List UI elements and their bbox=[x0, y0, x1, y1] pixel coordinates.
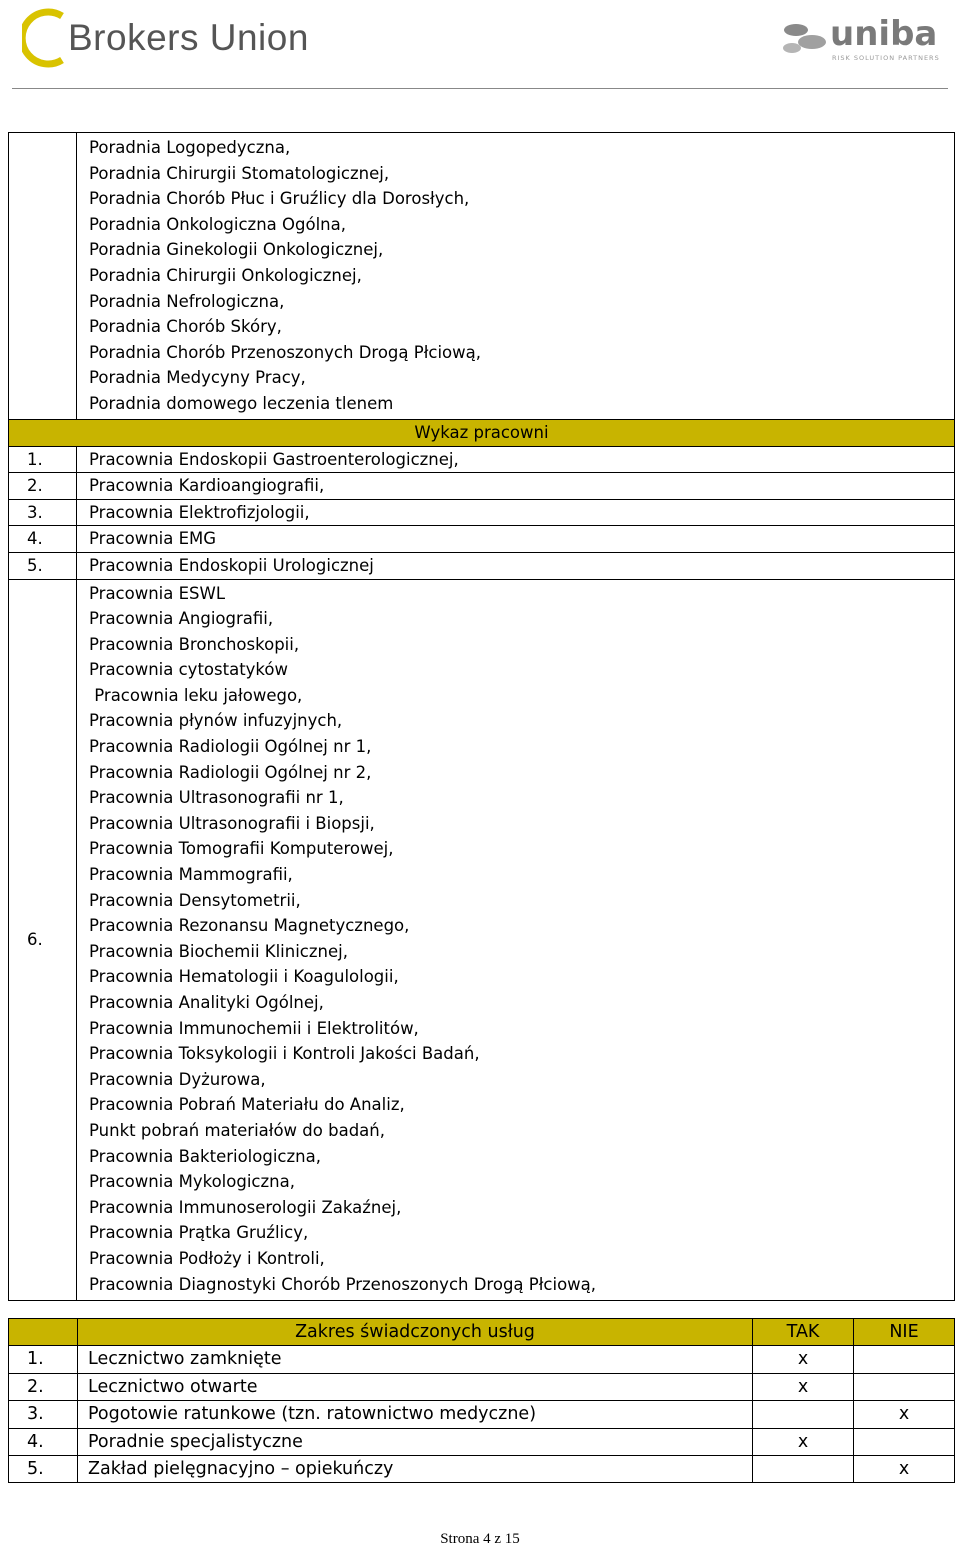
clinic-item: Poradnia Chorób Płuc i Gruźlicy dla Dorosłych, bbox=[89, 189, 470, 209]
lab-group-item: Pracownia Rezonansu Magnetycznego, bbox=[89, 916, 410, 936]
service-row bbox=[9, 1346, 955, 1373]
service-number: 3. bbox=[9, 1401, 78, 1428]
lab-row bbox=[9, 473, 955, 500]
lab-number: 1. bbox=[9, 446, 77, 473]
services-header-no: NIE bbox=[854, 1319, 955, 1346]
service-name: Pogotowie ratunkowe (tzn. ratownictwo medyczne) bbox=[78, 1401, 753, 1428]
service-row bbox=[9, 1401, 955, 1428]
lab-name: Pracownia Elektrofizjologii, bbox=[77, 499, 955, 526]
lab-group-item: Pracownia ESWL bbox=[89, 583, 226, 603]
lab-group-item: Pracownia Dyżurowa, bbox=[89, 1069, 266, 1089]
clinics-labs-table bbox=[8, 132, 955, 1301]
lab-group-item: Pracownia Mammografii, bbox=[89, 865, 293, 885]
services-header-title: Zakres świadczonych usług bbox=[78, 1319, 753, 1346]
lab-group-item: Pracownia Immunochemii i Elektrolitów, bbox=[89, 1018, 419, 1038]
lab-name: Pracownia Endoskopii Urologicznej bbox=[77, 552, 955, 579]
lab-name: Pracownia Endoskopii Gastroenterologicznej, bbox=[77, 446, 955, 473]
service-name: Lecznictwo otwarte bbox=[78, 1373, 753, 1400]
uniba-logo-tagline: RISK SOLUTION PARTNERS bbox=[832, 54, 940, 62]
service-yes-mark bbox=[753, 1456, 854, 1483]
uniba-logo bbox=[782, 14, 942, 64]
lab-group-item: Pracownia cytostatyków bbox=[89, 660, 288, 680]
clinic-item: Poradnia Onkologiczna Ogólna, bbox=[89, 214, 346, 234]
clinic-item: Poradnia Medycyny Pracy, bbox=[89, 368, 306, 388]
clinic-item: Poradnia Nefrologiczna, bbox=[89, 291, 285, 311]
lab-group-item: Punkt pobrań materiałów do badań, bbox=[89, 1120, 385, 1140]
service-no-mark bbox=[854, 1428, 955, 1455]
lab-number: 2. bbox=[9, 473, 77, 500]
lab-group-item: Pracownia Immunoserologii Zakaźnej, bbox=[89, 1197, 402, 1217]
clinic-item: Poradnia Chirurgii Stomatologicznej, bbox=[89, 163, 390, 183]
lab-group-item: Pracownia Podłoży i Kontroli, bbox=[89, 1248, 325, 1268]
lab-group-item: Pracownia Biochemii Klinicznej, bbox=[89, 941, 348, 961]
service-no-mark: x bbox=[854, 1401, 955, 1428]
service-no-mark bbox=[854, 1346, 955, 1373]
lab-name: Pracownia EMG bbox=[77, 526, 955, 553]
lab-group-item: Pracownia Bakteriologiczna, bbox=[89, 1146, 321, 1166]
lab-group-item: Pracownia Prątka Gruźlicy, bbox=[89, 1223, 309, 1243]
header-divider bbox=[12, 88, 948, 89]
lab-group-item: Pracownia Radiologii Ogólnej nr 1, bbox=[89, 737, 372, 757]
lab-number: 3. bbox=[9, 499, 77, 526]
service-yes-mark: x bbox=[753, 1373, 854, 1400]
service-number: 4. bbox=[9, 1428, 78, 1455]
page-footer: Strona 4 z 15 bbox=[440, 1531, 520, 1547]
lab-group-item: Pracownia Ultrasonografii nr 1, bbox=[89, 788, 344, 808]
labs-section-header: Wykaz pracowni bbox=[9, 419, 955, 446]
clinic-item: Poradnia domowego leczenia tlenem bbox=[89, 393, 394, 413]
clinic-item: Poradnia Chorób Skóry, bbox=[89, 317, 282, 337]
lab-group-item: Pracownia Toksykologii i Kontroli Jakości Badań, bbox=[89, 1044, 480, 1064]
clinic-item: Poradnia Chorób Przenoszonych Drogą Płciową, bbox=[89, 342, 481, 362]
lab-number: 5. bbox=[9, 552, 77, 579]
service-name: Lecznictwo zamknięte bbox=[78, 1346, 753, 1373]
clinics-num-cell bbox=[9, 133, 77, 420]
labs-group-list-cell bbox=[77, 579, 955, 1301]
clinic-item: Poradnia Logopedyczna, bbox=[89, 138, 291, 157]
service-no-mark bbox=[854, 1373, 955, 1400]
lab-group-item: Pracownia Radiologii Ogólnej nr 2, bbox=[89, 762, 372, 782]
uniba-logo-text: uniba bbox=[830, 14, 938, 54]
clinics-list-cell bbox=[77, 133, 955, 420]
service-yes-mark bbox=[753, 1401, 854, 1428]
uniba-logo-mark-icon bbox=[782, 20, 830, 56]
service-no-mark: x bbox=[854, 1456, 955, 1483]
service-number: 2. bbox=[9, 1373, 78, 1400]
lab-row bbox=[9, 552, 955, 579]
lab-group-item: Pracownia Tomografii Komputerowej, bbox=[89, 839, 394, 859]
lab-group-item: Pracownia płynów infuzyjnych, bbox=[89, 711, 343, 731]
service-name: Poradnie specjalistyczne bbox=[78, 1428, 753, 1455]
lab-group-item: Pracownia Ultrasonografii i Biopsji, bbox=[89, 813, 375, 833]
lab-row bbox=[9, 499, 955, 526]
labs-group-number: 6. bbox=[9, 579, 77, 1301]
lab-group-item: Pracownia Hematologii i Koagulologii, bbox=[89, 967, 399, 987]
lab-number: 4. bbox=[9, 526, 77, 553]
labs-group-row bbox=[9, 579, 955, 1301]
labs-header-row bbox=[9, 419, 955, 446]
services-header-yes: TAK bbox=[753, 1319, 854, 1346]
lab-row bbox=[9, 446, 955, 473]
lab-group-item: Pracownia Diagnostyki Chorób Przenoszonych Drogą Płciową, bbox=[89, 1274, 597, 1294]
services-header-num bbox=[9, 1319, 78, 1346]
service-row bbox=[9, 1456, 955, 1483]
clinic-item: Poradnia Chirurgii Onkologicznej, bbox=[89, 265, 362, 285]
lab-row bbox=[9, 526, 955, 553]
brokers-union-logo bbox=[22, 8, 309, 68]
service-yes-mark: x bbox=[753, 1346, 854, 1373]
page-header bbox=[0, 0, 960, 90]
lab-group-item: Pracownia leku jałowego, bbox=[89, 685, 303, 705]
brokers-union-logo-text: Brokers Union bbox=[68, 17, 309, 58]
lab-group-item: Pracownia Angiografii, bbox=[89, 609, 274, 629]
clinics-row bbox=[9, 133, 955, 420]
lab-group-item: Pracownia Bronchoskopii, bbox=[89, 634, 300, 654]
lab-group-item: Pracownia Densytometrii, bbox=[89, 890, 301, 910]
clinic-item: Poradnia Ginekologii Onkologicznej, bbox=[89, 240, 384, 260]
service-name: Zakład pielęgnacyjno – opiekuńczy bbox=[78, 1456, 753, 1483]
lab-group-item: Pracownia Pobrań Materiału do Analiz, bbox=[89, 1095, 405, 1115]
service-number: 1. bbox=[9, 1346, 78, 1373]
services-table bbox=[8, 1318, 955, 1483]
lab-group-item: Pracownia Analityki Ogólnej, bbox=[89, 993, 324, 1012]
lab-name: Pracownia Kardioangiografii, bbox=[77, 473, 955, 500]
service-row bbox=[9, 1428, 955, 1455]
service-number: 5. bbox=[9, 1456, 78, 1483]
lab-group-item: Pracownia Mykologiczna, bbox=[89, 1172, 295, 1192]
services-header-row bbox=[9, 1319, 955, 1346]
service-yes-mark: x bbox=[753, 1428, 854, 1455]
service-row bbox=[9, 1373, 955, 1400]
brokers-union-logo-mark-icon bbox=[22, 8, 66, 68]
